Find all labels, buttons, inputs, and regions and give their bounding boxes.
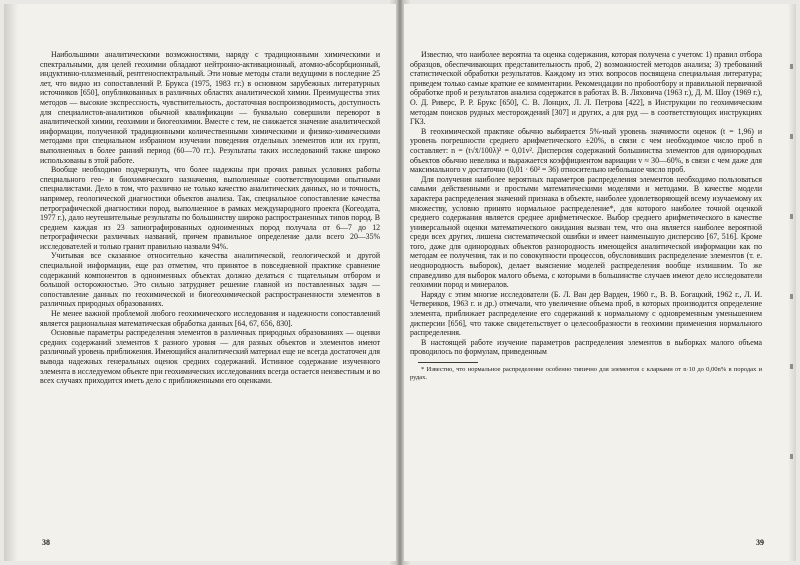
paragraph: Не менее важной проблемой любого геохимического исследования и надежности сопоставлений является рациональная математическая обработка данных [64, 67, 656, 830].	[40, 309, 380, 328]
page-number: 39	[756, 538, 764, 547]
page-edge-shadow	[4, 4, 18, 561]
left-text-column	[40, 50, 380, 386]
paragraph: Для получения наиболее вероятных параметров распределения элементов необходимо пользоваться самыми действенными и простыми математическими моделями и методами. В качестве модели характера распределения значений признака в объекте, наиболее удовлетворяющей всему изучаемому их множеству, условно принято нормальное распределение*, для которого наиболее точной оценкой среднего содержания является среднее арифметическое. Выбор среднего арифметического в качестве универсальной оценки математического ожидания вызван тем, что она является наиболее вероятной среди всех других, лишена систематической ошибки и имеет наименьшую дисперсию [67, 516]. Кроме того, даже для одинородных объектов разнородность имеющейся аналитической информации как по методам ее получения, так и по совокупности процессов, обусловивших распределение элементов (т. е. неоднородность выборок), делает выяснение моделей распределения вообще излишним. То же справедливо для выборок малого объема, с которыми в большинстве случаев имеют дело исследователи геохимии пород и минералов.	[410, 174, 762, 290]
footnote: * Известно, что нормальное распределение особенно типично для элементов с кларками от n·10 до 0,00n% в породах и рудах.	[410, 366, 762, 381]
paragraph: Вообще необходимо подчеркнуть, что более надежны при прочих равных условиях работы специального гео- и биохимического назначения, выполненные соответствующими опытными специалистами. Дело в том, что различно не только качество аналитических данных, но и точность, например, геологической диагностики объектов анализа. Так, специальное сопоставление качества петрографической диагностики пород, выполненное в рамках международного проекта (Когеодата, 1977 г.), дало неутешительные результаты по большинству широко распространенных типов пород. В среднем каждая из 23 запиографированных одноименных пород получала от 6—7 до 12 петрографически различных названий, причем правильное определение дали всего 20—35% исследователей и только гранит правильно назвали 94%.	[40, 165, 380, 251]
paragraph: Известно, что наиболее вероятна та оценка содержания, которая получена с учетом: 1) правил отбора образцов, обеспечивающих представительность проб, 2) возможностей методов анализа; 3) требований статистической обработки результатов. Каждому из этих вопросов посвящена специальная литература; приведем только самые краткие ее комментарии. Рекомендации по пробоотбору и правильной первичной обработке проб и результатов анализа содержатся в работах В. В. Ляховича (1963 г.), Д. М. Шоу (1969 г.), О. Д. Риверс, Р. Р. Брукс [650], С. В. Лонцих, Л. Л. Петрова [422], в Инструкции по геохимическим методам поисков рудных месторождений [307] и других, а для руд — в соответствующих инструкциях ГКЗ.	[410, 50, 762, 127]
right-text-column	[410, 50, 762, 382]
footnote-rule	[418, 362, 478, 363]
paragraph: Наибольшими аналитическими возможностями, наряду с традиционными химическими и спектральными, для целей геохимии обладают нейтронно-активационный, атомно-абсорбционный, индуктивно-плазменный, рентгеноспектральный. Эти новые методы стали ведущими в последние 25 лет, что видно из сопоставлений Р. Брукса (1975, 1983 гг.) в основном зарубежных литературных источников [650], опубликованных в различных областях аналитической химии. Преимущества этих методов — высокие экспрессность, чувствительность, достаточная воспроизводимость, доступность для специалистов-аналитиков обычной квалификации — буквально совершили переворот в аналитической химии, геохимии и биогеохимии. Вместе с тем, не снижается значение аналитической информации, полученной традиционными количественными химическими и физико-химическими методами при специальном избранном изучении поведения отдельных элементов или их групп, выполненных в более ранний период (60—70 гг.). Результаты таких исследований также широко использованы в этой работе.	[40, 50, 380, 165]
paragraph: Основные параметры распределения элементов в различных природных образованиях — оценки средних содержаний элементов x̄ разного уровня — для разных объектов и элементов имеют различный уровень приближения. Имеющийся аналитический материал еще не всегда достаточен для вывода надежных генеральных оценок средних содержаний. Истинное содержание изученного элемента в исследуемом объекте при геохимических исследованиях всегда остается неизвестным и во всех случаях приходится иметь дело с приближенными его оценками.	[40, 328, 380, 386]
paragraph: Наряду с этим многие исследователи (Б. Л. Ван дер Варден, 1960 г., В. В. Богацкий, 1962 г., Л. И. Четвериков, 1963 г. и др.) отмечали, что увеличение объема проб, в которых производится определение элемента, приближает распределение его содержаний к нормальному с одновременным уменьшением дисперсии [656], что также свидетельствует о целесообразности в геохимии применения нормального распределения.	[410, 289, 762, 338]
right-page	[404, 4, 796, 561]
paragraph: Учитывая все сказанное относительно качества аналитической, геологической и другой специальной информации, еще раз отметим, что принятое в повседневной практике сравнение содержаний компонентов в одноименных объектах должно делаться с тщательным отбором и большой осторожностью. Это сильно затрудняет решение главной из поставленных задач — сопоставление данных по геохимической и биогеохимической распространенности элементов в различных природных образованиях.	[40, 251, 380, 309]
paragraph: В геохимической практике обычно выбирается 5%-ный уровень значимости оценок (t = 1,96) и уровень погрешности среднего арифметического ±20%, в связи с чем необходимое число проб n составляет: n = (t√x̄/100λ)² = 0,01v². Дисперсия содержаний большинства элементов для одинородных объектов обычно невелика и выражается коэффициентом вариации v ≈ 30—60%, в связи с чем даже для максимального v достаточно (0,01 · 60² = 36) относительно небольшое число проб.	[410, 126, 762, 175]
page-number: 38	[42, 538, 50, 547]
paragraph: В настоящей работе изучение параметров распределения элементов в выборках малого объема проводилось по формулам, приведенным	[410, 337, 762, 357]
page-thumb-marks	[790, 64, 794, 544]
left-page	[4, 4, 396, 561]
